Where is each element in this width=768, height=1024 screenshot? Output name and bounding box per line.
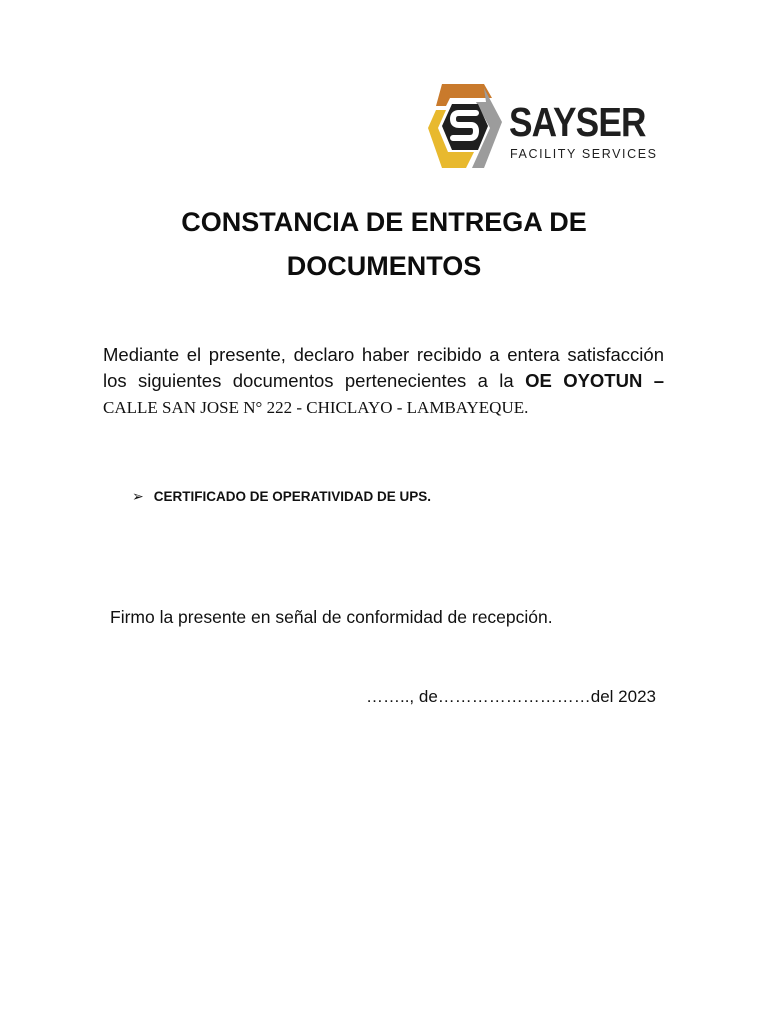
- list-item: [132, 486, 431, 508]
- document-title: [120, 200, 648, 288]
- title-line-2: DOCUMENTOS: [286, 251, 482, 281]
- title-line-1: CONSTANCIA DE ENTREGA DE: [181, 207, 587, 237]
- signature-statement: Firmo la presente en señal de conformidad de recepción.: [110, 607, 553, 627]
- list-item-text: CERTIFICADO DE OPERATIVIDAD DE UPS.: [153, 489, 432, 504]
- logo-tagline: FACILITY SERVICES: [510, 147, 658, 161]
- declaration-paragraph: [103, 342, 664, 421]
- hexagon-s-logo-icon: [426, 80, 508, 176]
- date-line: …….., de………………………del 2023: [365, 687, 656, 706]
- company-logo: [426, 80, 666, 176]
- document-list: [132, 486, 431, 508]
- declaration-intro: Mediante el presente, declaro haber recibido a entera satisfacción los siguientes documentos pertenecientes a la: [103, 344, 664, 391]
- entity-address: CALLE SAN JOSE N° 222 - CHICLAYO - LAMBAYEQUE.: [103, 398, 529, 417]
- arrow-bullet-icon: ➢: [132, 489, 144, 505]
- logo-wordmark: SAYSER: [509, 99, 646, 145]
- entity-name: OE OYOTUN –: [525, 369, 664, 391]
